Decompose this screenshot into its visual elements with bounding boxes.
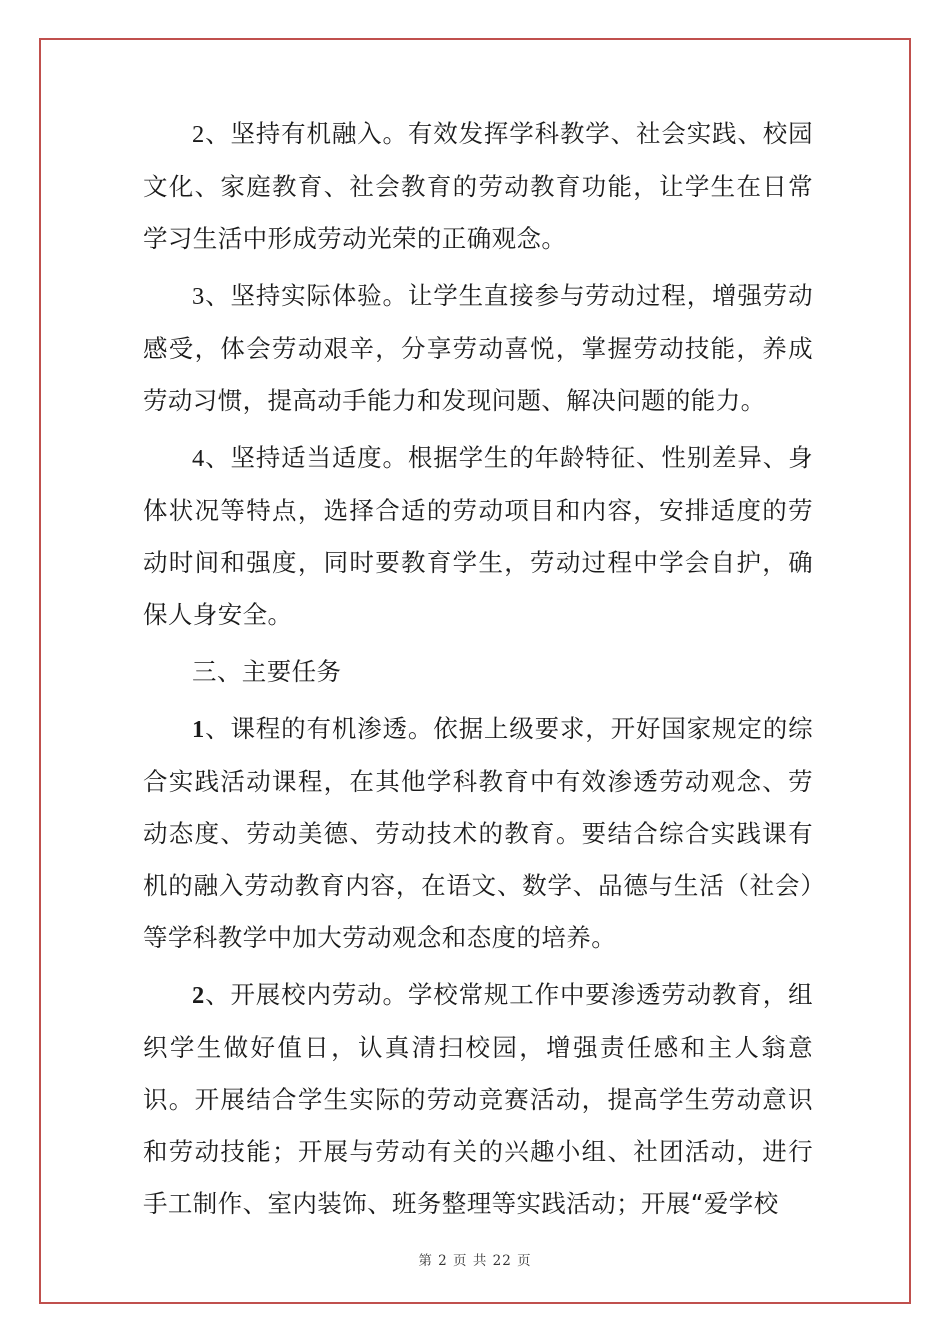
document-body: [143, 108, 813, 1235]
paragraph-number: 2: [192, 982, 205, 1009]
footer-middle: 页 共: [453, 1253, 488, 1269]
paragraph-number: 2: [192, 121, 205, 148]
paragraph-text: 、坚持实际体验。让学生直接参与劳动过程，增强劳动感受，体会劳动艰辛，分享劳动喜悦，掌握劳动技能，养成劳动习惯，提高动手能力和发现问题、解决问题的能力。: [143, 281, 813, 415]
paragraph-text: 、开展校内劳动。学校常规工作中要渗透劳动教育，组织学生做好值日，认真清扫校园，增强责任感和主人翁意识。开展结合学生实际的劳动竞赛活动，提高学生劳动意识和劳动技能；开展与劳动有关的兴趣小组、社团活动，进行手工制作、室内装饰、班务整理等实践活动；开展“爱学校: [143, 980, 813, 1218]
paragraph-text: 、坚持适当适度。根据学生的年龄特征、性别差异、身体状况等特点，选择合适的劳动项目和内容，安排适度的劳动时间和强度，同时要教育学生，劳动过程中学会自护，确保人身安全。: [143, 443, 813, 629]
principle-paragraph-4: [143, 432, 813, 641]
footer-prefix: 第: [418, 1253, 433, 1269]
footer-suffix: 页: [517, 1253, 532, 1269]
section-heading: 三、主要任务: [192, 657, 342, 686]
principle-paragraph-3: [143, 270, 813, 427]
principle-paragraph-2: [143, 108, 813, 265]
footer-total-pages: 22: [492, 1253, 512, 1269]
page-footer: [0, 1249, 950, 1269]
paragraph-text: 、课程的有机渗透。依据上级要求，开好国家规定的综合实践活动课程，在其他学科教育中有效渗透劳动观念、劳动态度、劳动美德、劳动技术的教育。要结合综合实践课有机的融入劳动教育内容，在语文、数学、品德与生活（社会）等学科教学中加大劳动观念和态度的培养。: [143, 714, 813, 952]
paragraph-number: 3: [192, 283, 205, 310]
paragraph-text: 、坚持有机融入。有效发挥学科教学、社会实践、校园文化、家庭教育、社会教育的劳动教育功能，让学生在日常学习生活中形成劳动光荣的正确观念。: [143, 119, 813, 253]
task-paragraph-2: [143, 969, 813, 1230]
task-paragraph-1: [143, 703, 813, 964]
footer-page-number: 2: [438, 1253, 448, 1269]
paragraph-number: 4: [192, 445, 205, 472]
paragraph-number: 1: [192, 716, 205, 743]
